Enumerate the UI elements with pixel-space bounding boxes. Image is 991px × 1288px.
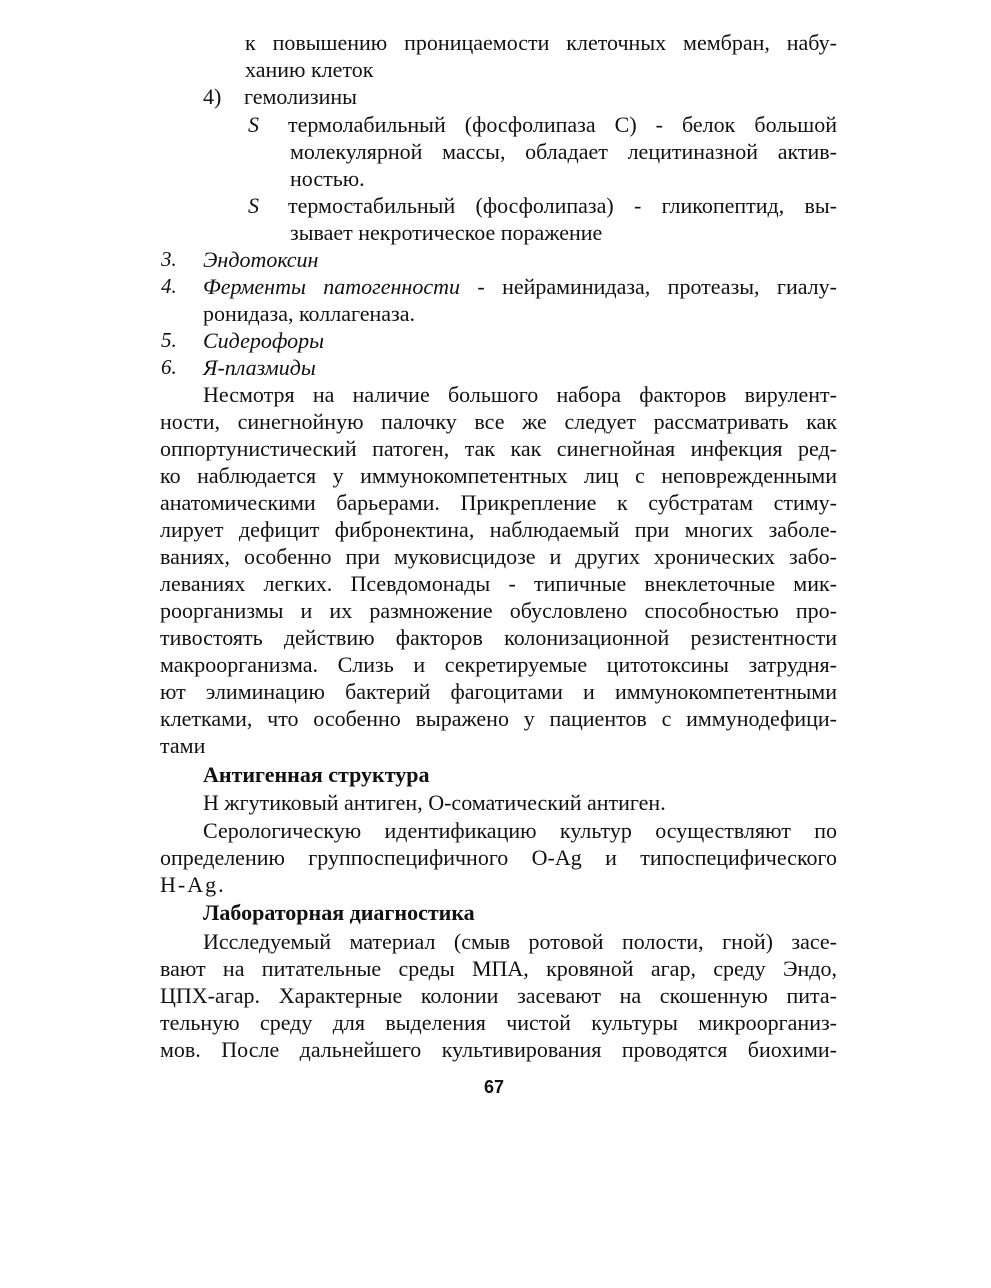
text-line: H-Ag. — [160, 872, 226, 897]
text-line: леваниях легких. Псевдомонады - типичные внеклеточные мик- — [160, 571, 837, 596]
list-number: 4. — [161, 274, 177, 298]
text-line: Н жгутиковый антиген, О-соматический антиген. — [203, 790, 666, 815]
text-line: зывает некротическое поражение — [290, 220, 603, 245]
list-number: 3. — [161, 247, 177, 271]
text-line: ют элиминацию бактерий фагоцитами и иммунокомпетентными — [160, 679, 837, 704]
bullet-marker: S — [248, 112, 259, 137]
text-line: термостабильный (фосфолипаза) - гликопептид, вы- — [288, 193, 837, 218]
text-line: ваниях, особенно при муковисцидозе и других хронических забо- — [160, 544, 837, 569]
list-label: гемолизины — [244, 84, 357, 109]
text-line: Серологическую идентификацию культур осуществляют по — [203, 818, 837, 843]
text-line: тами — [160, 733, 206, 758]
text-line: ханию клеток — [245, 57, 374, 82]
text-line: лирует дефицит фибронектина, наблюдаемый при многих заболе- — [160, 517, 837, 542]
section-heading: Антигенная структура — [203, 762, 430, 787]
text-line: анатомическими барьерами. Прикрепление к субстратам стиму- — [160, 490, 837, 515]
list-number: 5. — [161, 328, 177, 352]
list-number: 6. — [161, 355, 177, 379]
bullet-marker: S — [248, 193, 259, 218]
text-line: макроорганизма. Слизь и секретируемые цитотоксины затрудня- — [160, 652, 837, 677]
list-title: Ферменты патогенности — [203, 274, 460, 299]
list-number: 4) — [203, 84, 222, 109]
page-number: 67 — [484, 1077, 505, 1097]
list-title: Эндотоксин — [203, 247, 319, 272]
text-line: ности, синегнойную палочку все же следует рассматривать как — [160, 409, 837, 434]
text-line: оппортунистический патоген, так как синегнойная инфекция ред- — [160, 436, 837, 461]
list-text: - нейраминидаза, протеазы, гиалу- — [459, 274, 837, 299]
text-line: тельную среду для выделения чистой культуры микроорганиз- — [160, 1010, 837, 1035]
text-line: определению группоспецифичного O-Ag и типоспецифического — [160, 845, 837, 870]
text-line: мов. После дальнейшего культивирования проводятся биохими- — [160, 1037, 837, 1062]
text-line: клетками, что особенно выражено у пациентов с иммунодефици- — [160, 706, 837, 731]
text-line: ко наблюдается у иммунокомпетентных лиц с неповрежденными — [160, 463, 837, 488]
list-line — [203, 273, 837, 300]
text-line: вают на питательные среды МПА, кровяной агар, среду Эндо, — [160, 956, 837, 981]
text-line: молекулярной массы, обладает лецитиназной актив- — [290, 139, 837, 164]
text-line: тивостоять действию факторов колонизационной резистентности — [160, 625, 837, 650]
text-line: роорганизмы и их размножение обусловлено способностью про- — [160, 598, 837, 623]
text-line: Исследуемый материал (смыв ротовой полости, гной) засе- — [203, 929, 837, 954]
list-title: Я-плазмиды — [203, 355, 316, 380]
text-line: термолабильный (фосфолипаза С) - белок большой — [288, 112, 837, 137]
text-line: к повышению проницаемости клеточных мембран, набу- — [245, 30, 837, 55]
text-line: ностью. — [290, 166, 365, 191]
section-heading: Лабораторная диагностика — [203, 900, 475, 925]
list-title: Сидерофоры — [203, 328, 325, 353]
text-line: ЦПХ-агар. Характерные колонии засевают на скошенную пита- — [160, 983, 837, 1008]
text-line: ронидаза, коллагеназа. — [203, 301, 415, 326]
text-line: Несмотря на наличие большого набора факторов вирулент- — [203, 382, 837, 407]
